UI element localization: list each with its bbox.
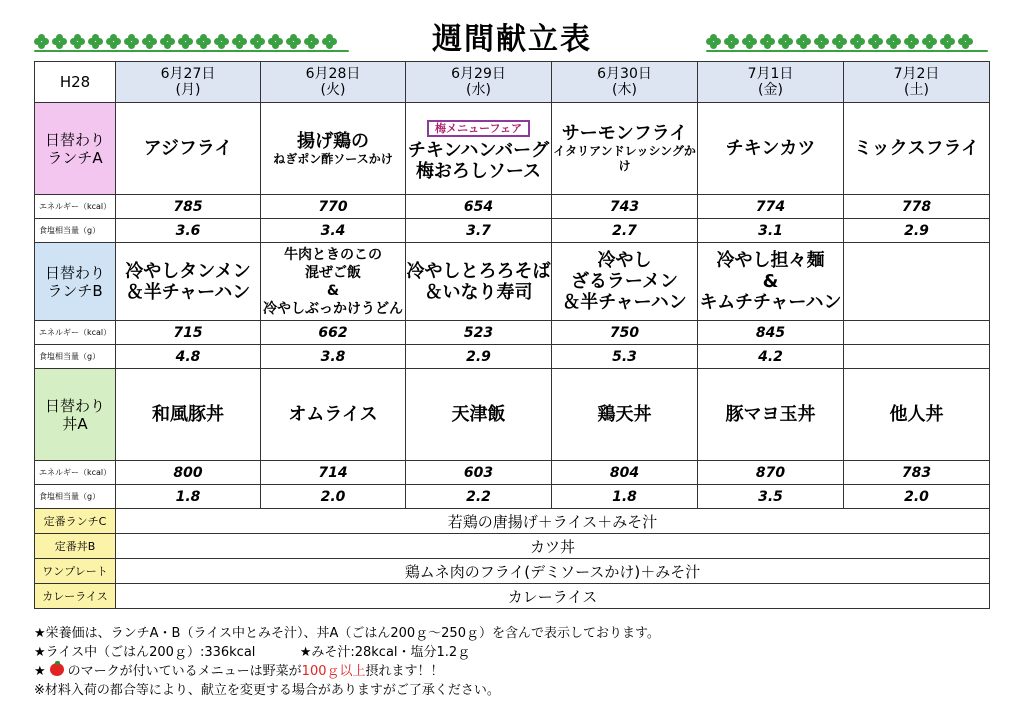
dish-name: ＆半チャーハン [562, 292, 687, 313]
note-nutrition: ★栄養価は、ランチA・B（ライス中とみそ汁）、丼A（ごはん200ｇ～250ｇ）を含んで表示しております。 [34, 626, 660, 641]
salt-value: 2.9 [406, 345, 552, 369]
energy-value: 743 [552, 195, 698, 219]
energy-value: 800 [116, 461, 261, 485]
note-vegetable: ★ のマークが付いているメニューは野菜が100ｇ以上摂れます！！ [34, 664, 444, 679]
salt-row [35, 485, 990, 509]
salt-value: 1.8 [116, 485, 261, 509]
clover-icon [232, 34, 247, 49]
menu-table [34, 61, 990, 609]
day-weekday: (金) [758, 82, 783, 98]
salt-value: 2.7 [552, 219, 698, 243]
day-header [406, 62, 552, 103]
dish-row [35, 243, 990, 321]
clover-icon [286, 34, 301, 49]
energy-value: 804 [552, 461, 698, 485]
day-date: 6月30日 [597, 66, 652, 82]
dish-cell [698, 369, 844, 461]
dish-name: 冷やしとろろそば [406, 260, 551, 282]
tomato-icon [50, 663, 64, 676]
dish-cell [552, 243, 698, 321]
salt-label: 食塩相当量（g） [35, 485, 116, 509]
clover-icon [760, 34, 775, 49]
clover-icon [724, 34, 739, 49]
clover-icon [160, 34, 175, 49]
clover-icon [250, 34, 265, 49]
day-header [844, 62, 990, 103]
clover-icon [778, 34, 793, 49]
dish-cell [116, 103, 261, 195]
day-date: 6月28日 [305, 66, 361, 82]
day-header [552, 62, 698, 103]
dish-cell [698, 243, 844, 321]
dish-cell [406, 243, 552, 321]
dish-cell [844, 243, 990, 321]
fixed-menu-label: カレーライス [35, 584, 116, 609]
dish-cell [406, 369, 552, 461]
dish-cell [552, 369, 698, 461]
dish-note: イタリアンドレッシングかけ [553, 144, 696, 173]
clover-icon [886, 34, 901, 49]
energy-value: 785 [116, 195, 261, 219]
salt-value [844, 345, 990, 369]
clover-icon [88, 34, 103, 49]
salt-value: 2.9 [844, 219, 990, 243]
salt-label: 食塩相当量（g） [35, 219, 116, 243]
dish-name: 牛肉ときのこの [284, 246, 382, 263]
fixed-menu-label: 定番ランチC [35, 509, 116, 534]
energy-value: 523 [406, 321, 552, 345]
energy-value: 770 [261, 195, 406, 219]
fixed-menu-row [35, 584, 990, 609]
note-miso: ★みそ汁:28kcal・塩分1.2ｇ [299, 645, 471, 660]
page-title: 週間献立表 [432, 22, 592, 57]
day-weekday: (月) [175, 82, 201, 98]
salt-value: 3.1 [698, 219, 844, 243]
clover-icon [832, 34, 847, 49]
energy-value: 774 [698, 195, 844, 219]
dish-name: & [762, 271, 779, 292]
note-rice-miso [34, 643, 994, 662]
salt-value: 2.0 [844, 485, 990, 509]
dish-cell [261, 369, 406, 461]
fixed-menu-label: 定番丼B [35, 534, 116, 559]
clover-icon [196, 34, 211, 49]
category-label: 日替わり ランチB [35, 243, 116, 321]
energy-value: 845 [698, 321, 844, 345]
energy-value: 750 [552, 321, 698, 345]
dish-name: 天津飯 [451, 404, 506, 425]
energy-value: 662 [261, 321, 406, 345]
salt-value: 3.7 [406, 219, 552, 243]
dish-cell [844, 369, 990, 461]
dish-name: & [326, 282, 340, 299]
clover-icon [868, 34, 883, 49]
dish-name: ミックスフライ [854, 138, 979, 159]
energy-value: 714 [261, 461, 406, 485]
salt-value: 3.5 [698, 485, 844, 509]
day-weekday: (土) [904, 82, 929, 98]
clover-icon [958, 34, 973, 49]
day-date: 6月29日 [451, 66, 506, 82]
salt-label: 食塩相当量（g） [35, 345, 116, 369]
clover-icon [940, 34, 955, 49]
dish-cell [698, 103, 844, 195]
fixed-menu-value: 鶏ムネ肉のフライ(デミソースかけ)＋みそ汁 [116, 559, 990, 584]
energy-row [35, 195, 990, 219]
salt-value: 2.0 [261, 485, 406, 509]
fair-badge: 梅メニューフェア [427, 120, 530, 137]
dish-name: 冷やし担々麺 [716, 250, 825, 271]
clover-icon [796, 34, 811, 49]
day-weekday: (木) [612, 82, 637, 98]
dish-row [35, 369, 990, 461]
dish-name: 混ぜご飯 [305, 264, 361, 281]
clover-icon [742, 34, 757, 49]
fixed-menu-row [35, 509, 990, 534]
dish-name: 鶏天丼 [597, 404, 652, 425]
salt-value: 1.8 [552, 485, 698, 509]
clover-icon [904, 34, 919, 49]
dish-name: サーモンフライ [561, 123, 688, 144]
note-disclaimer: ※材料入荷の都合等により、献立を変更する場合がありますがご了承ください。 [34, 683, 500, 698]
energy-value: 783 [844, 461, 990, 485]
dish-name: ＆半チャーハン [125, 281, 251, 303]
dish-name: ざるラーメン [570, 271, 679, 292]
fixed-menu-value: カツ丼 [116, 534, 990, 559]
dish-name: ＆いなり寿司 [424, 281, 533, 303]
clover-icon [142, 34, 157, 49]
dish-note: ねぎポン酢ソースかけ [273, 151, 393, 166]
clover-icon [304, 34, 319, 49]
dish-name: 豚マヨ玉丼 [725, 404, 816, 425]
salt-value: 3.6 [116, 219, 261, 243]
category-label: 日替わり ランチA [35, 103, 116, 195]
day-weekday: (火) [320, 82, 346, 98]
salt-value: 3.8 [261, 345, 406, 369]
clover-icon [214, 34, 229, 49]
day-header [116, 62, 261, 103]
day-date: 6月27日 [160, 66, 216, 82]
energy-row [35, 461, 990, 485]
dish-name: チキンカツ [725, 138, 816, 159]
clover-icon [124, 34, 139, 49]
day-header [261, 62, 406, 103]
energy-label: エネルギー（kcal） [35, 195, 116, 219]
dish-row [35, 103, 990, 195]
dish-name: 梅おろしソース [415, 160, 542, 182]
dish-name: 揚げ鶏の [297, 130, 369, 152]
fixed-menu-value: カレーライス [116, 584, 990, 609]
header-row [35, 62, 990, 103]
clover-icon [34, 34, 49, 49]
day-header [698, 62, 844, 103]
salt-row [35, 345, 990, 369]
salt-value: 4.8 [116, 345, 261, 369]
clover-icon [106, 34, 121, 49]
fixed-menu-row [35, 534, 990, 559]
notes [34, 624, 994, 700]
dish-cell [844, 103, 990, 195]
energy-value: 603 [406, 461, 552, 485]
clover-icon [322, 34, 337, 49]
dish-name: キムチチャーハン [699, 292, 842, 313]
dish-name: 冷やし [597, 250, 652, 271]
clover-icon [52, 34, 67, 49]
clover-icon [922, 34, 937, 49]
dish-cell [116, 243, 261, 321]
day-weekday: (水) [466, 82, 491, 98]
energy-value: 715 [116, 321, 261, 345]
salt-row [35, 219, 990, 243]
energy-value [844, 321, 990, 345]
dish-name: 他人丼 [889, 404, 944, 425]
fixed-menu-label: ワンプレート [35, 559, 116, 584]
fixed-menu-value: 若鶏の唐揚げ＋ライス＋みそ汁 [116, 509, 990, 534]
salt-value: 4.2 [698, 345, 844, 369]
energy-label: エネルギー（kcal） [35, 461, 116, 485]
energy-value: 654 [406, 195, 552, 219]
energy-value: 870 [698, 461, 844, 485]
salt-value: 5.3 [552, 345, 698, 369]
dish-name: 冷やしタンメン [125, 260, 251, 282]
category-label: 日替わり 丼A [35, 369, 116, 461]
clover-icon [814, 34, 829, 49]
clover-icon [850, 34, 865, 49]
energy-row [35, 321, 990, 345]
dish-cell [116, 369, 261, 461]
energy-value: 778 [844, 195, 990, 219]
dish-name: チキンハンバーグ [407, 139, 550, 161]
clover-decoration-left [34, 34, 349, 52]
dish-name: アジフライ [143, 138, 233, 159]
salt-value: 2.2 [406, 485, 552, 509]
dish-cell [261, 243, 406, 321]
clover-icon [706, 34, 721, 49]
fixed-menu-row [35, 559, 990, 584]
year-label: H28 [35, 62, 116, 103]
dish-name: 和風豚丼 [152, 404, 224, 425]
clover-decoration-right [706, 34, 988, 52]
day-date: 7月2日 [893, 66, 940, 82]
dish-name: オムライス [288, 404, 378, 425]
clover-icon [70, 34, 85, 49]
dish-cell [406, 103, 552, 195]
dish-name: 冷やしぶっかけうどん [263, 300, 403, 317]
salt-value: 3.4 [261, 219, 406, 243]
dish-cell [261, 103, 406, 195]
dish-cell [552, 103, 698, 195]
day-date: 7月1日 [747, 66, 794, 82]
clover-icon [268, 34, 283, 49]
energy-label: エネルギー（kcal） [35, 321, 116, 345]
note-rice: ★ライス中（ごはん200ｇ）:336kcal [34, 645, 256, 660]
clover-icon [178, 34, 193, 49]
note-vegetable-amount: 100ｇ以上 [301, 664, 366, 679]
